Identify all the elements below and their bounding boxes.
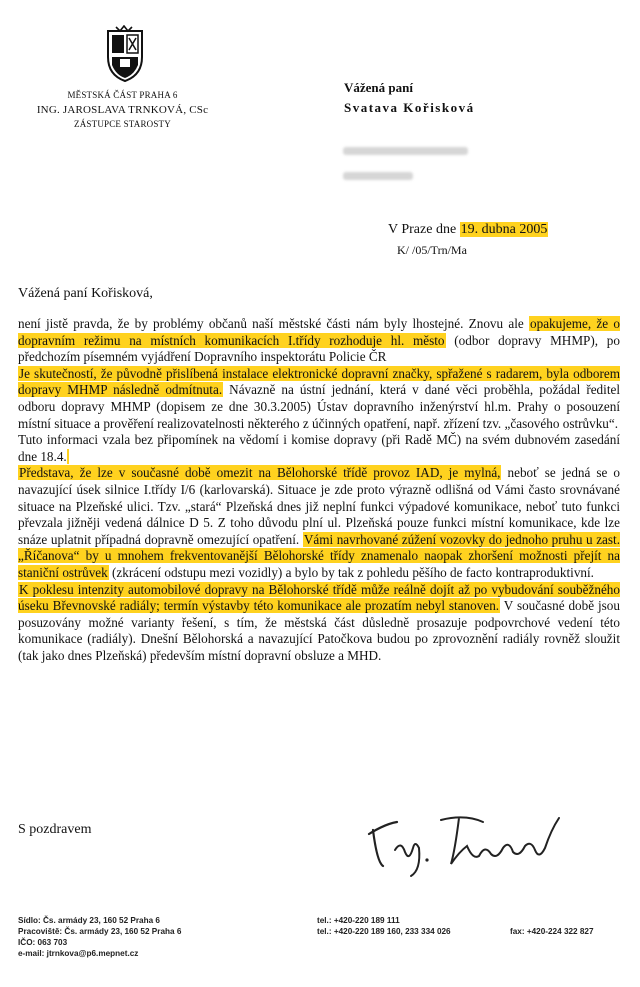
footer-tel-2: tel.: +420-220 189 160, 233 334 026	[317, 927, 451, 936]
recipient-name: Svatava Kořisková	[344, 100, 475, 115]
paragraph: není jistě pravda, že by problémy občanů naší městské části nám byly lhostejné. Znovu ale opakujeme, že o dopravním režimu na místních komunikacích I.třídy rozhoduje hl. město (odbor dopravy MHMP), po předchozím písemném vyjádření Dopravního inspektorátu Policie ČR	[18, 316, 620, 365]
greeting: Vážená paní Kořisková,	[18, 286, 153, 301]
sender-role: ZÁSTUPCE STAROSTY	[74, 119, 171, 129]
paragraph: Tuto informaci vzala bez připomínek na vědomí i komise dopravy (při Radě MČ) na svém dubnovém zasedání dne 18.4.	[18, 432, 620, 464]
letter-date: 19. dubna 2005	[460, 222, 548, 237]
coat-of-arms-icon	[100, 25, 150, 83]
footer-workplace: Pracoviště: Čs. armády 23, 160 52 Praha 6	[18, 927, 182, 936]
paragraph: Je skutečností, že původně přislíbená instalace elektronické dopravní značky, spřažené s radarem, byla odborem dopravy MHMP následně odmítnuta. Návazně na ústní jednání, která v dané věci proběhla, požádal ředitel odboru dopravy MHMP (dopisem ze dne 30.3.2005) Ústav dopravního inženýrství hl.m. Prahy o posouzení místní situace a prověření realizovatelnosti některého z účinných opatření, např. zřízení tzv. „časového ostrůvku“.	[18, 365, 620, 431]
signature-icon	[355, 800, 585, 880]
recipient-salutation: Vážená paní	[344, 80, 413, 95]
redacted-address-line	[343, 147, 468, 155]
footer-tel-1: tel.: +420-220 189 111	[317, 916, 400, 925]
footer-address	[18, 915, 181, 959]
date-line	[388, 222, 548, 238]
footer-ico: IČO: 063 703	[18, 938, 68, 947]
footer-phones	[317, 915, 451, 937]
sender-name: ING. JAROSLAVA TRNKOVÁ, CSc	[36, 104, 209, 116]
organization-name: MĚSTSKÁ ČÁST PRAHA 6	[67, 90, 178, 100]
letter-body	[18, 316, 620, 664]
reference-number: K/ /05/Trn/Ma	[397, 243, 467, 257]
paragraph: K poklesu intenzity automobilové dopravy na Bělohorské třídě může reálně dojít až po vybudování souběžného úseku Břevnovské radiály; termín výstavby této komunikace ale prozatím nebyl stanoven. V současné době jsou posuzovány možné varianty řešení, s tím, že městská část důsledně prosazuje podpovrchové vedení této komunikace (radiály). Dnešní Bělohorská a navazující Patočkova budou po zprovoznění radiály rovněž sloužit (tak jako dnes Plzeňská) především místní dopravní obsluze a MHD.	[18, 581, 620, 663]
footer-fax: fax: +420-224 322 827	[510, 927, 594, 936]
redacted-address-line	[343, 172, 413, 180]
footer-seat: Sídlo: Čs. armády 23, 160 52 Praha 6	[18, 916, 160, 925]
footer-email: e-mail: jtrnkova@p6.mepnet.cz	[18, 949, 139, 958]
closing: S pozdravem	[18, 822, 92, 837]
date-prefix: V Praze dne	[388, 222, 460, 237]
paragraph: Představa, že lze v současné době omezit na Bělohorské třídě provoz IAD, je mylná, neboť se jedná se o navazující úsek silnice I.třídy I/6 (karlovarská). Situace je zde proto výrazně odlišná od Vámi často srovnávané situace na Plzeňské ulici. Tzv. „stará“ Plzeňská dnes již neplní funkci výpadové komunikace, neboť tuto funkci převzala jižněji vedená dálnice D 5. Z toho důvodu plní ul. Plzeňská pouze funkci místní komunikace, kde lze snáze uplatnit případná dopravně omezující opatření. Vámi navrhované zúžení vozovky do jednoho pruhu u zast. „Říčanova“ by u mnohem frekventovanější Bělohorské třídy znamenalo naopak zhoršení možnosti přejít na staniční ostrůvek (zkrácení odstupu mezi vozidly) a bylo by tak z pohledu pěšího de facto kontraproduktivní.	[18, 465, 620, 580]
